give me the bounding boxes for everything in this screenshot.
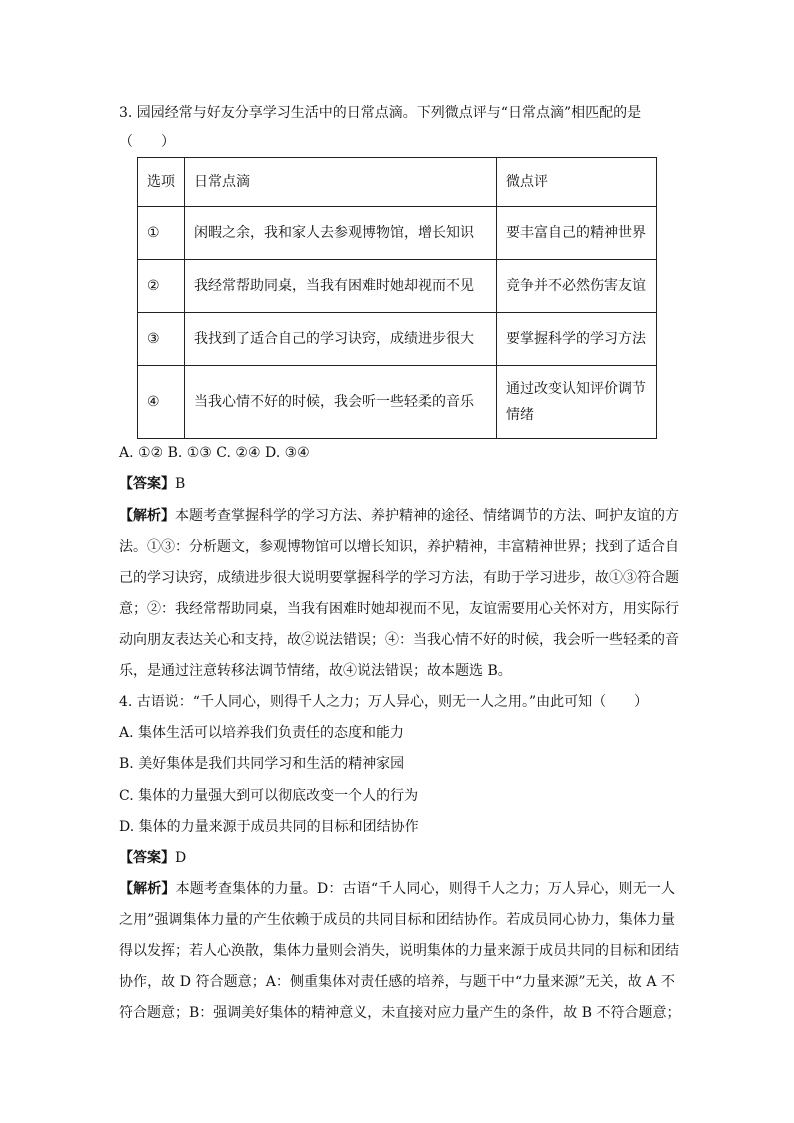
table-row [138, 313, 657, 366]
table-row [138, 366, 657, 439]
answer-value: D [175, 850, 187, 866]
q3-analysis-line: 法。①③：分析题文，参观博物馆可以增长知识，养护精神，丰富精神世界；找到了适合自 [119, 539, 679, 555]
row-comment: 竞争并不必然伤害友谊 [497, 260, 657, 313]
row-comment-line: 通过改变认知评价调节 [506, 381, 646, 397]
row-daily: 我找到了适合自己的学习诀窍，成绩进步很大 [185, 313, 497, 366]
row-option: ④ [138, 366, 185, 439]
q3-analysis-line: 【解析】本题考查掌握科学的学习方法、养护精神的途径、情绪调节的方法、呵护友谊的方 [119, 508, 679, 524]
row-option: ② [138, 260, 185, 313]
row-comment-line: 情绪 [506, 407, 534, 423]
q3-analysis-line: 乐，是通过注意转移法调节情绪，故④说法错误；故本题选 B。 [119, 663, 512, 679]
row-option: ③ [138, 313, 185, 366]
q4-analysis-line: 之用”强调集体力量的产生依赖于成员的共同目标和团结协作。若成员同心协力，集体力量 [119, 912, 675, 928]
q3-paren: （ ） [119, 134, 175, 150]
header-option: 选项 [138, 158, 185, 207]
q4-option: B. 美好集体是我们共同学习和生活的精神家园 [119, 756, 405, 772]
header-comment: 微点评 [497, 158, 657, 207]
q4-analysis-line: 得以发挥；若人心涣散，集体力量则会消失，说明集体的力量来源于成员共同的目标和团结 [119, 943, 679, 959]
table-header-row [138, 158, 657, 207]
header-daily: 日常点滴 [185, 158, 497, 207]
q3-options: A. ①② B. ①③ C. ②④ D. ③④ [119, 445, 310, 461]
row-comment: 要丰富自己的精神世界 [497, 207, 657, 260]
table-row [138, 207, 657, 260]
row-comment [497, 366, 657, 439]
q4-stem: 4. 古语说：“千人同心，则得千人之力；万人异心，则无一人之用。”由此可知（ ） [119, 694, 649, 710]
q4-analysis-line: 【解析】本题考查集体的力量。D：古语“千人同心，则得千人之力；万人异心，则无一人 [119, 881, 675, 897]
answer-tag: 【答案】 [119, 850, 175, 866]
q3-answer [119, 474, 185, 494]
row-option: ① [138, 207, 185, 260]
analysis-tag: 【解析】 [119, 881, 176, 897]
q4-option: A. 集体生活可以培养我们负责任的态度和能力 [119, 725, 405, 741]
row-daily: 闲暇之余，我和家人去参观博物馆，增长知识 [185, 207, 497, 260]
answer-value: B [175, 476, 186, 492]
analysis-tag: 【解析】 [119, 508, 175, 524]
q4-analysis-line: 符合题意；B：强调美好集体的精神意义，未直接对应力量产生的条件，故 B 不符合题意； [119, 1005, 681, 1021]
table-row [138, 260, 657, 313]
q3-stem: 3. 园园经常与好友分享学习生活中的日常点滴。下列微点评与“日常点滴”相匹配的是 [119, 105, 642, 121]
q3-analysis-line: 己的学习诀窍，成绩进步很大说明要掌握科学的学习方法，有助于学习进步，故①③符合题 [119, 570, 679, 586]
q4-analysis-line: 协作，故 D 符合题意；A：侧重集体对责任感的培养，与题干中“力量来源”无关，故 A 不 [119, 974, 675, 990]
q4-option: D. 集体的力量来源于成员共同的目标和团结协作 [119, 819, 419, 835]
row-comment: 要掌握科学的学习方法 [497, 313, 657, 366]
row-daily: 我经常帮助同桌，当我有困难时她却视而不见 [185, 260, 497, 313]
row-daily: 当我心情不好的时候，我会听一些轻柔的音乐 [185, 366, 497, 439]
answer-tag: 【答案】 [119, 476, 175, 492]
q4-answer [119, 848, 186, 868]
q3-analysis-line: 动向朋友表达关心和支持，故②说法错误；④：当我心情不好的时候，我会听一些轻柔的音 [119, 632, 679, 648]
q4-option: C. 集体的力量强大到可以彻底改变一个人的行为 [119, 788, 419, 804]
q3-analysis-line: 意；②：我经常帮助同桌，当我有困难时她却视而不见，友谊需要用心关怀对方，用实际行 [119, 601, 679, 617]
q3-table [137, 157, 657, 439]
